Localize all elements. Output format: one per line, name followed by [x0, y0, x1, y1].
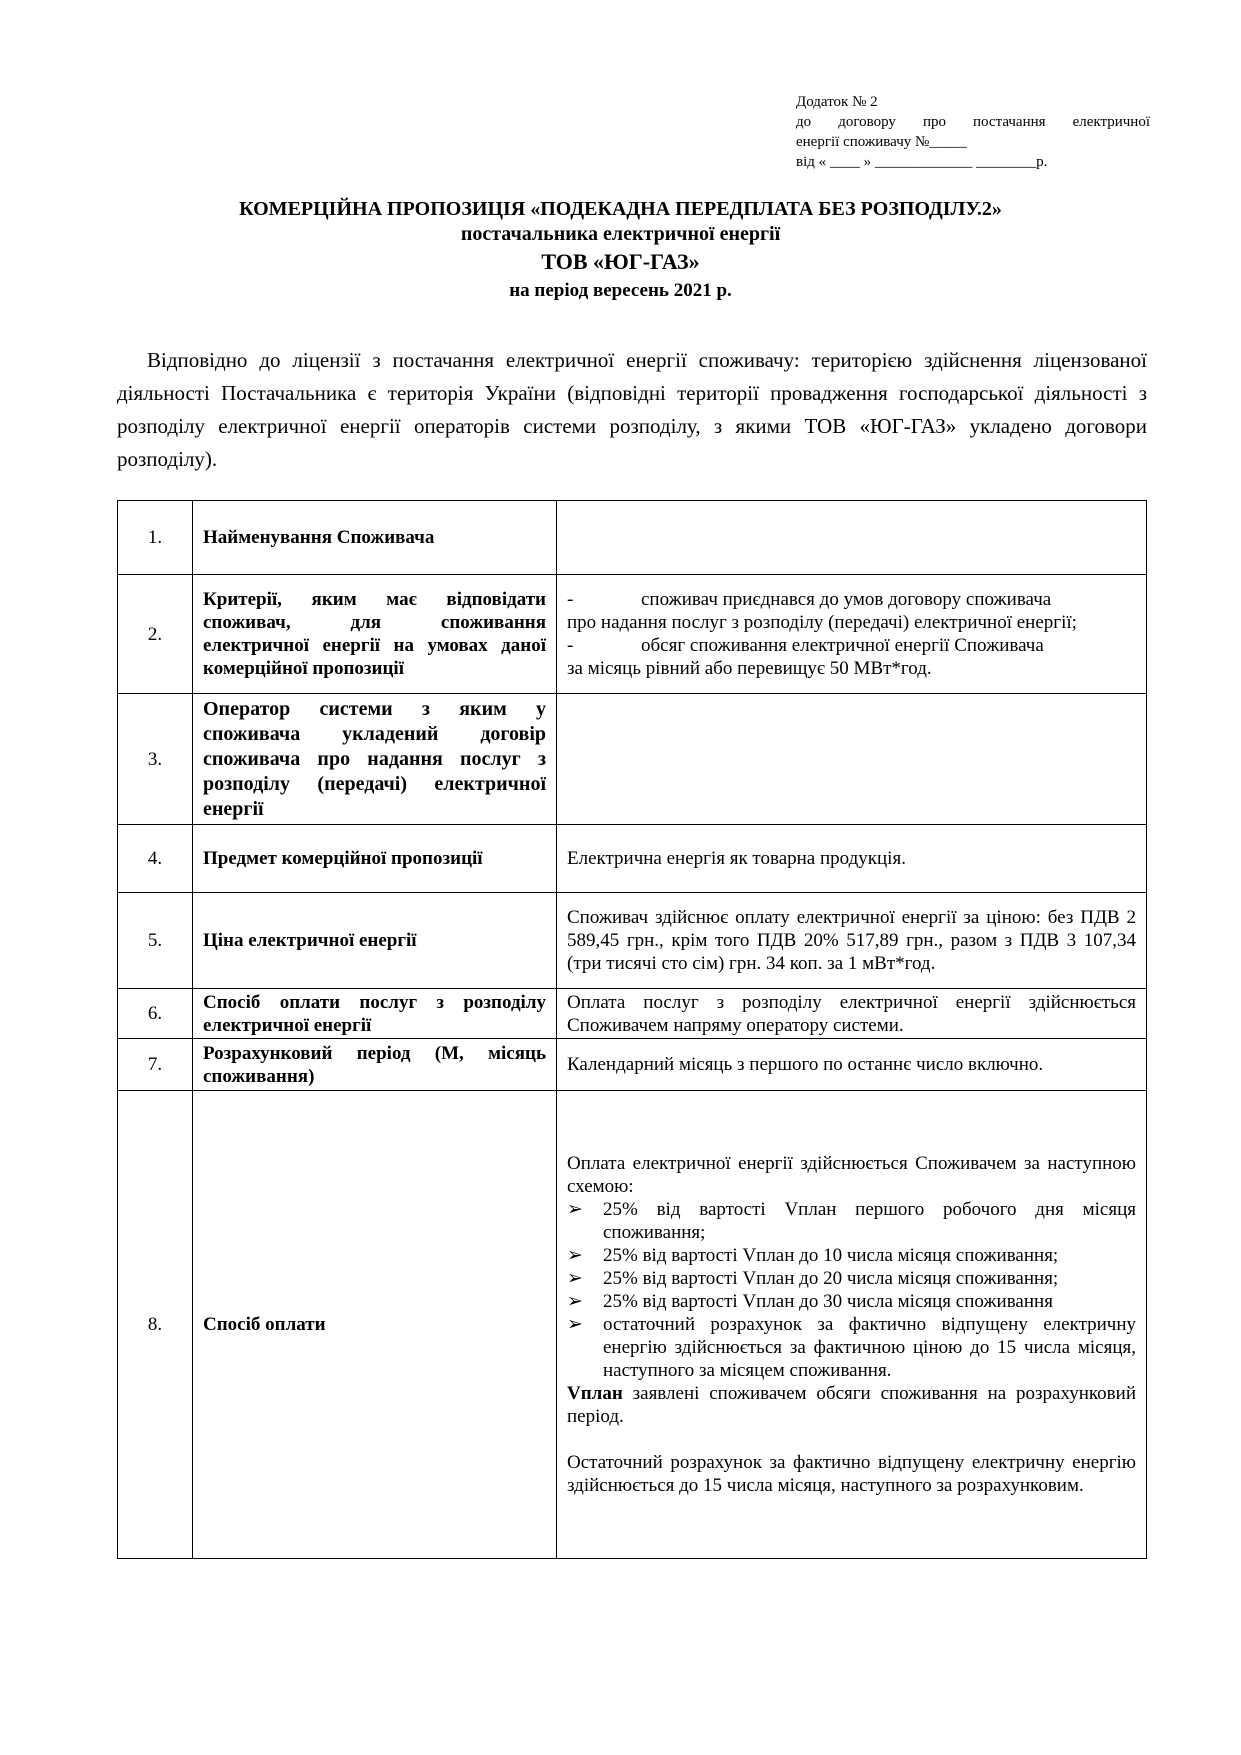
bullet-text: остаточний розрахунок за фактично відпущену електричну енергію здійснюється за фактичною ціною до 15 числа місяця, наступного за місяцем споживання. — [603, 1314, 1136, 1381]
arrow-bullet-icon: ➢ — [567, 1291, 583, 1312]
row-value — [557, 1091, 1147, 1559]
row-value: Оплата послуг з розподілу електричної енергії здійснюється Споживачем напряму оператору системи. — [557, 989, 1147, 1039]
row-value — [557, 575, 1147, 694]
intro-paragraph: Відповідно до ліцензії з постачання електричної енергії споживачу: територією здійснення ліцензованої діяльності Постачальника є територія України (відповідні території провадження господарської діяльності з розподілу електричної енергії операторів системи розподілу, з якими ТОВ «ЮГ-ГАЗ» укладено договори розподілу). — [117, 348, 1147, 471]
row-name: Спосіб оплати послуг з розподілу електричної енергії — [193, 989, 557, 1039]
row-number: 5. — [118, 893, 193, 989]
table-row — [118, 989, 1147, 1039]
row-name: Предмет комерційної пропозиції — [193, 825, 557, 893]
title-line-2: постачальника електричної енергії — [460, 223, 781, 245]
arrow-bullet-icon: ➢ — [567, 1199, 583, 1220]
bullet-text: 25% від вартості Vплан до 10 числа місяця споживання; — [603, 1245, 1059, 1266]
payment-bullet — [567, 1267, 1136, 1290]
vplan-definition — [567, 1382, 1136, 1428]
final-settlement-text: Остаточний розрахунок за фактично відпущену електричну енергію здійснюється до 15 числа місяця, наступного за розрахунковим. — [567, 1452, 1136, 1496]
annex-consumer-line: енергії споживачу №_____ — [796, 134, 967, 150]
row-name: Оператор системи з яким у споживача укладений договір споживача про надання послуг з розподілу (передачі) електричної енергії — [193, 694, 557, 825]
offer-table — [117, 500, 1147, 1559]
annex-contract-line: до договору про постачання електричної — [796, 114, 1150, 130]
spacer — [567, 1428, 1136, 1451]
row-name: Найменування Споживача — [193, 501, 557, 575]
table-row — [118, 825, 1147, 893]
row-number: 2. — [118, 575, 193, 694]
table-row — [118, 893, 1147, 989]
criteria-text: обсяг споживання електричної енергії Споживача — [641, 635, 1044, 656]
criteria-item — [567, 588, 1136, 611]
title-period: на період вересень 2021 р. — [509, 280, 732, 301]
row-number: 7. — [118, 1039, 193, 1091]
row-number: 1. — [118, 501, 193, 575]
row-number: 4. — [118, 825, 193, 893]
row-value: Календарний місяць з першого по останнє число включно. — [557, 1039, 1147, 1091]
title-line-1: КОМЕРЦІЙНА ПРОПОЗИЦІЯ «ПОДЕКАДНА ПЕРЕДПЛАТА БЕЗ РОЗПОДІЛУ.2» — [239, 198, 1002, 220]
arrow-bullet-icon: ➢ — [567, 1268, 583, 1289]
criteria-item — [567, 634, 1136, 657]
table-row — [118, 575, 1147, 694]
bullet-text: 25% від вартості Vплан до 30 числа місяця споживання — [603, 1291, 1053, 1312]
vplan-def-text: заявлені споживачем обсяги споживання на розрахунковий період. — [567, 1383, 1136, 1427]
payment-lead: Оплата електричної енергії здійснюється Споживачем за наступною схемою: — [567, 1153, 1136, 1197]
criteria-text: споживач приєднався до умов договору споживача — [641, 589, 1052, 610]
document-title — [60, 197, 1181, 305]
row-name: Ціна електричної енергії — [193, 893, 557, 989]
row-value: Електрична енергія як товарна продукція. — [557, 825, 1147, 893]
row-value: Споживач здійснює оплату електричної енергії за ціною: без ПДВ 2 589,45 грн., крім того ПДВ 20% 517,89 грн., разом з ПДВ 3 107,34 (три тисячі сто сім) грн. 34 коп. за 1 мВт*год. — [557, 893, 1147, 989]
row-value — [557, 501, 1147, 575]
dash-marker: - — [567, 635, 574, 656]
bullet-text: 25% від вартості Vплан першого робочого дня місяця споживання; — [603, 1199, 1136, 1243]
arrow-bullet-icon: ➢ — [567, 1245, 583, 1266]
annex-number: Додаток № 2 — [796, 94, 878, 110]
table-row — [118, 694, 1147, 825]
annex-block — [796, 92, 1150, 172]
vplan-term: Vплан — [567, 1383, 623, 1404]
row-number: 8. — [118, 1091, 193, 1559]
row-name: Спосіб оплати — [193, 1091, 557, 1559]
criteria-text-cont: за місяць рівний або перевищує 50 МВт*год. — [567, 658, 932, 679]
payment-bullet — [567, 1313, 1136, 1382]
table-row — [118, 501, 1147, 575]
dash-marker: - — [567, 589, 574, 610]
row-name: Розрахунковий період (М, місяць споживання) — [193, 1039, 557, 1091]
title-company: ТОВ «ЮГ-ГАЗ» — [541, 249, 700, 274]
annex-date-line: від « ____ » _____________ ________р. — [796, 154, 1048, 170]
row-name: Критерії, яким має відповідати споживач, для споживання електричної енергії на умовах даної комерційної пропозиції — [193, 575, 557, 694]
table-row — [118, 1039, 1147, 1091]
row-number: 6. — [118, 989, 193, 1039]
table-row — [118, 1091, 1147, 1559]
row-number: 3. — [118, 694, 193, 825]
payment-bullet — [567, 1244, 1136, 1267]
row-value — [557, 694, 1147, 825]
payment-bullet — [567, 1290, 1136, 1313]
criteria-text-cont: про надання послуг з розподілу (передачі) електричної енергії; — [567, 612, 1077, 633]
bullet-text: 25% від вартості Vплан до 20 числа місяця споживання; — [603, 1268, 1059, 1289]
payment-bullet — [567, 1198, 1136, 1244]
arrow-bullet-icon: ➢ — [567, 1314, 583, 1335]
